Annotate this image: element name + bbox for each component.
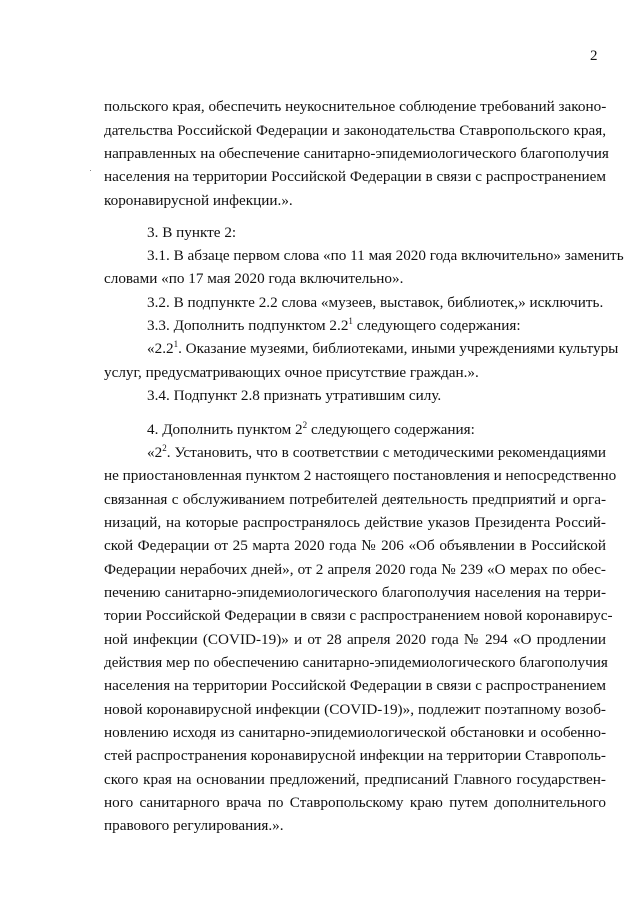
superscript: 1	[173, 339, 179, 349]
text-line: ной инфекции (COVID-19)» и от 28 апреля 2020 года № 294 «О продлении	[104, 631, 606, 648]
text-line: стей распространения коронавирусной инфекции на территории Ставрополь-	[104, 747, 606, 764]
superscript: 2	[162, 443, 167, 453]
text-line: новлению исходя из санитарно-эпидемиологической обстановки и особенно-	[104, 724, 606, 741]
text-line: тории Российской Федерации в связи с распространением новой коронавирус-	[104, 607, 613, 624]
text-line: связанная с обслуживанием потребителей деятельность предприятий и орга-	[104, 491, 606, 508]
text-line: словами «по 17 мая 2020 года включительно».	[104, 270, 404, 287]
text-line: 3.1. В абзаце первом слова «по 11 мая 2020 года включительно» заменить	[147, 247, 624, 264]
text-line: Федерации нерабочих дней», от 2 апреля 2020 года № 239 «О мерах по обес-	[104, 561, 606, 578]
text-line: населения на территории Российской Федерации в связи с распространением	[104, 168, 606, 185]
text-line: печению санитарно-эпидемиологического благополучия населения на терри-	[104, 584, 606, 601]
text-line: правового регулирования.».	[104, 817, 284, 834]
text-line: действия мер по обеспечению санитарно-эпидемиологического благополучия	[104, 654, 608, 671]
text-line: дательства Российской Федерации и законодательства Ставропольского края,	[104, 122, 606, 139]
text-line: ского края на основании предложений, предписаний Главного государствен-	[104, 771, 606, 788]
section-heading: 4. Дополнить пунктом $2^2$ следующего содержания:	[147, 420, 475, 438]
superscript: 2	[302, 420, 308, 430]
text-line: коронавирусной инфекции.».	[104, 192, 293, 209]
superscript: 1	[348, 316, 353, 326]
text-line: услуг, предусматривающих очное присутствие граждан.».	[104, 364, 479, 381]
section-heading: 3. В пункте 2:	[147, 224, 237, 241]
text-line: ской Федерации от 25 марта 2020 года № 206 «Об объявлении в Российской	[104, 537, 606, 554]
text-line: 3.4. Подпункт 2.8 признать утратившим силу.	[147, 387, 442, 404]
text-line: «$2^2$. Установить, что в соответствии с методическими рекомендациями	[147, 443, 606, 461]
text-line: направленных на обеспечение санитарно-эпидемиологического благополучия	[104, 145, 609, 162]
text-line: новой коронавирусной инфекции (COVID-19)», подлежит поэтапному возоб-	[104, 701, 606, 718]
scan-speck	[90, 170, 91, 171]
text-line: низаций, на которые распространялось действие указов Президента Россий-	[104, 514, 606, 531]
text-line: 3.3. Дополнить подпунктом $2.2^1$ следующего содержания:	[147, 316, 521, 334]
text-line: не приостановленная пунктом 2 настоящего постановления и непосредственно	[104, 467, 617, 484]
text-line: населения на территории Российской Федерации в связи с распространением	[104, 677, 606, 694]
text-line: польского края, обеспечить неукоснительное соблюдение требований законо-	[104, 98, 607, 115]
page-number: 2	[590, 48, 598, 64]
text-line: «$2.2^1$. Оказание музеями, библиотеками, иными учреждениями культуры	[147, 339, 619, 357]
text-line: ного санитарного врача по Ставропольскому краю путем дополнительного	[104, 794, 606, 811]
text-line: 3.2. В подпункте 2.2 слова «музеев, выставок, библиотек,» исключить.	[147, 294, 604, 311]
